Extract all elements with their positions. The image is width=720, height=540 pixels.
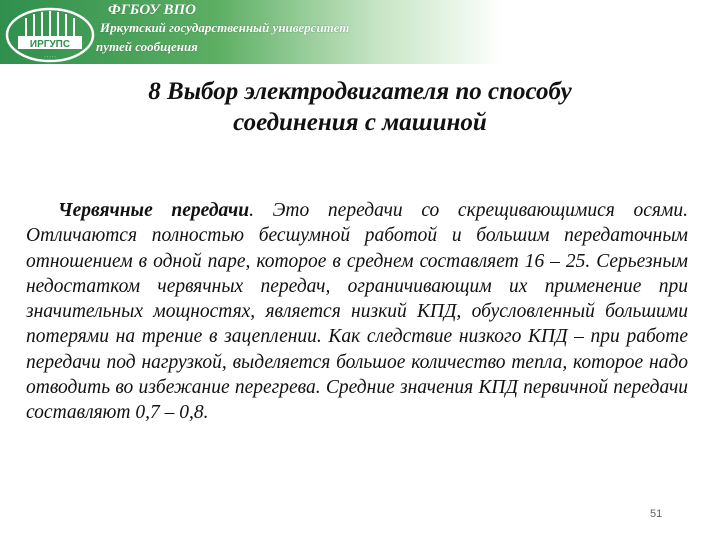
body-term: Червячные передачи bbox=[58, 200, 250, 221]
org-line-3: путей сообщения bbox=[96, 39, 198, 54]
body-rest: . Это передачи со скрещивающимися осями. Отличаются полностью бесшумной работой и большим передаточным отношением в одной паре, которое в среднем составляет 16 – 25. Серьезным недостатком червячных передач, ограничивающим их применение при значительных мощностях, является низкий КПД, обусловленный большими потерями на трение в зацеплении. Как следствие низкого КПД – при работе передачи под нагрузкой, выделяется большое количество тепла, которое надо отводить во избежание перегрева. Средние значения КПД первичной передачи составляют 0,7 – 0,8. bbox=[26, 200, 689, 424]
body-paragraph bbox=[26, 198, 688, 426]
title-line-1: 8 Выбор электродвигателя по способу bbox=[148, 78, 572, 105]
svg-text:◦ ◦ ◦ ◦ ◦: ◦ ◦ ◦ ◦ ◦ bbox=[44, 54, 56, 59]
org-line-1: ФГБОУ ВПО bbox=[108, 2, 196, 18]
university-logo bbox=[4, 6, 96, 64]
org-line-2: Иркутский государственный университет bbox=[100, 20, 350, 35]
slide-title bbox=[60, 76, 660, 138]
title-line-2: соединения с машиной bbox=[233, 109, 487, 136]
logo-text: ИРГУПС bbox=[29, 39, 71, 50]
page-number: 51 bbox=[650, 508, 663, 520]
